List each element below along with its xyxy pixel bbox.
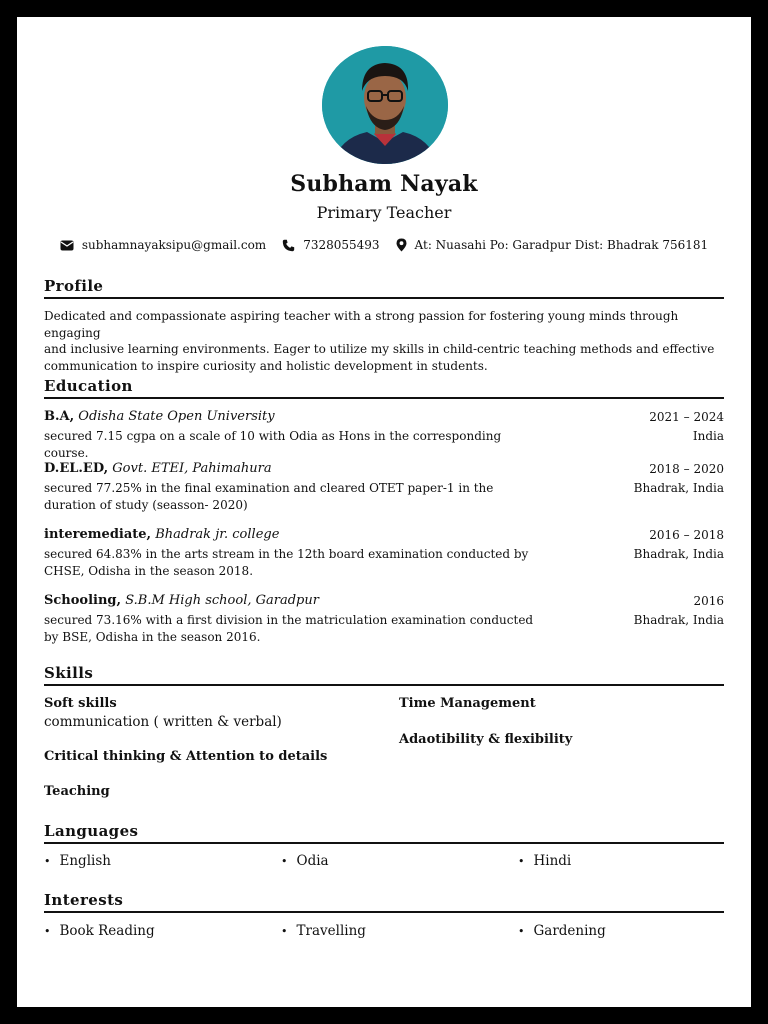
education-entry xyxy=(44,592,724,645)
address-text: At: Nuasahi Po: Garadpur Dist: Bhadrak 756181 xyxy=(414,238,709,252)
mail-icon xyxy=(60,240,74,251)
section-title-education: Education xyxy=(44,377,724,399)
education-degree: interemediate, Bhadrak jr. college xyxy=(44,527,280,542)
email-text: subhamnayaksipu@gmail.com xyxy=(81,238,267,252)
profile-line: communication to inspire curiosity and holistic development in students. xyxy=(44,358,488,373)
section-title-languages: Languages xyxy=(44,822,724,844)
profile-line: Dedicated and compassionate aspiring teacher with a strong passion for fostering young minds through engaging xyxy=(44,309,679,340)
list-item: • Travelling xyxy=(281,923,366,939)
list-item: • Gardening xyxy=(518,923,606,939)
education-entry xyxy=(44,408,724,461)
education-location: India xyxy=(692,429,724,443)
phone-icon xyxy=(282,239,295,252)
skill-teaching: Teaching xyxy=(44,784,110,799)
contact-bar xyxy=(17,238,751,252)
education-entry xyxy=(44,526,724,579)
resume-page xyxy=(17,17,751,1007)
phone-text: 7328055493 xyxy=(303,238,380,252)
education-dates: 2016 xyxy=(693,594,724,608)
education-degree: Schooling, S.B.M High school, Garadpur xyxy=(44,593,319,608)
section-title-skills: Skills xyxy=(44,664,724,686)
education-description: secured 7.15 cgpa on a scale of 10 with Odia as Hons in the corresponding course. xyxy=(44,429,502,460)
education-degree: B.A, Odisha State Open University xyxy=(44,409,275,424)
education-description: secured 64.83% in the arts stream in the 12th board examination conducted by CHSE, Odisha in the season 2018. xyxy=(44,547,529,578)
education-entry xyxy=(44,460,724,513)
education-dates: 2021 – 2024 xyxy=(649,410,724,424)
section-title-profile: Profile xyxy=(44,277,724,299)
education-description: secured 77.25% in the final examination and cleared OTET paper-1 in the duration of study (seasson- 2020) xyxy=(44,481,494,512)
candidate-role: Primary Teacher xyxy=(316,203,452,222)
contact-phone[interactable] xyxy=(282,238,379,252)
education-degree: D.EL.ED, Govt. ETEI, Pahimahura xyxy=(44,461,272,476)
profile-photo xyxy=(322,46,448,164)
skill-critical-thinking: Critical thinking & Attention to details xyxy=(44,749,328,764)
education-description: secured 73.16% with a first division in the matriculation examination conducted by BSE, Odisha in the season 2016. xyxy=(44,613,534,644)
education-dates: 2018 – 2020 xyxy=(649,462,724,476)
list-item: • Odia xyxy=(281,853,329,869)
location-pin-icon xyxy=(396,238,407,252)
candidate-name: Subham Nayak xyxy=(290,171,478,197)
skill-soft-skills-detail: communication ( written & verbal) xyxy=(44,714,282,730)
contact-address xyxy=(396,238,709,252)
list-item: • Book Reading xyxy=(44,923,155,939)
list-item: • Hindi xyxy=(518,853,571,869)
skill-soft-skills: Soft skills xyxy=(44,696,117,711)
skill-adaptability: Adaotibility & flexibility xyxy=(399,732,573,747)
list-item: • English xyxy=(44,853,111,869)
education-location: Bhadrak, India xyxy=(633,481,724,495)
education-dates: 2016 – 2018 xyxy=(649,528,724,542)
education-location: Bhadrak, India xyxy=(633,547,724,561)
profile-summary xyxy=(44,308,724,374)
skill-time-management: Time Management xyxy=(399,696,536,711)
section-title-interests: Interests xyxy=(44,891,724,913)
education-location: Bhadrak, India xyxy=(633,613,724,627)
contact-email[interactable] xyxy=(60,238,266,252)
profile-line: and inclusive learning environments. Eager to utilize my skills in child-centric teaching methods and effective xyxy=(44,342,715,356)
